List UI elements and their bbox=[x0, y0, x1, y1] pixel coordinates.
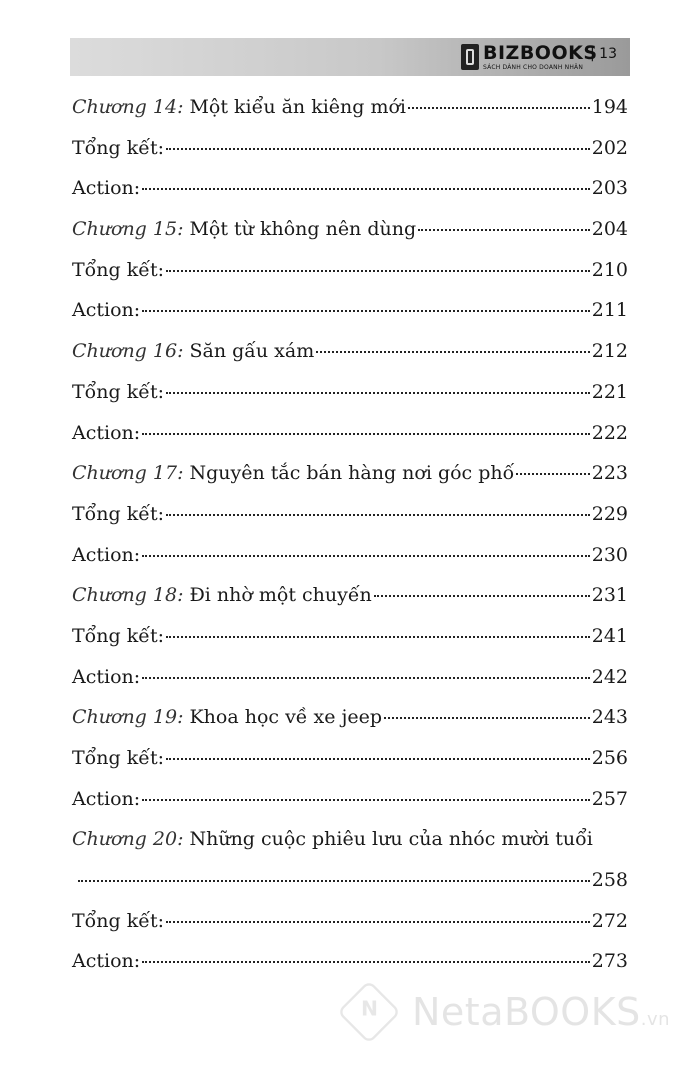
toc-entry-title: Action: bbox=[72, 543, 141, 566]
toc-sub-entry bbox=[72, 910, 628, 951]
toc-sub-entry bbox=[72, 666, 628, 707]
dot-leader bbox=[166, 270, 590, 272]
brand-name: BIZBOOKS bbox=[483, 41, 598, 64]
toc-entry-title: Những cuộc phiêu lưu của nhóc mười tuổi bbox=[189, 828, 593, 851]
toc-page-number: 223 bbox=[591, 462, 628, 485]
dot-leader bbox=[166, 148, 590, 150]
toc-entry-title: Tổng kết: bbox=[72, 380, 164, 403]
toc-page-number: 242 bbox=[591, 665, 628, 688]
toc-sub-entry bbox=[72, 177, 628, 218]
toc-chapter-entry bbox=[72, 218, 628, 259]
toc-entry-title: Action: bbox=[72, 421, 141, 444]
toc-sub-entry bbox=[72, 299, 628, 340]
dot-leader bbox=[384, 717, 590, 719]
dot-leader bbox=[142, 310, 590, 312]
dot-leader bbox=[418, 229, 590, 231]
toc-page-number: 210 bbox=[591, 258, 628, 281]
chapter-number: Chương 18: bbox=[72, 584, 184, 607]
toc-entry-title: Khoa học về xe jeep bbox=[189, 706, 383, 729]
dot-leader bbox=[166, 636, 590, 638]
netabooks-logo-icon bbox=[337, 980, 401, 1044]
toc-entry-title: Tổng kết: bbox=[72, 747, 164, 769]
dot-leader bbox=[374, 595, 590, 597]
toc-page-number: 211 bbox=[591, 299, 628, 322]
toc-entry-continuation bbox=[72, 869, 628, 910]
toc-entry-title: Săn gấu xám bbox=[189, 340, 315, 363]
dot-leader bbox=[166, 921, 590, 923]
toc-entry-title: Tổng kết: bbox=[72, 909, 164, 932]
chapter-number: Chương 15: bbox=[72, 218, 184, 241]
toc-sub-entry bbox=[72, 544, 628, 585]
toc-chapter-entry bbox=[72, 706, 628, 747]
toc-page-number: 221 bbox=[591, 380, 628, 403]
toc-page-number: 241 bbox=[591, 624, 628, 647]
toc-page-number: 212 bbox=[591, 340, 628, 363]
dot-leader bbox=[142, 799, 590, 801]
toc-page-number: 231 bbox=[591, 584, 628, 607]
dot-leader bbox=[166, 758, 590, 760]
toc-entry-title: Nguyên tắc bán hàng nơi góc phố bbox=[189, 462, 515, 485]
toc-sub-entry bbox=[72, 788, 628, 829]
toc-page-number: 202 bbox=[591, 136, 628, 159]
toc-chapter-entry bbox=[72, 828, 628, 869]
toc-entry-title: Action: bbox=[72, 665, 141, 688]
toc-page-number: 204 bbox=[591, 218, 628, 241]
dot-leader bbox=[78, 880, 590, 882]
toc-entry-title: Action: bbox=[72, 177, 141, 200]
toc-entry-title: Action: bbox=[72, 950, 141, 973]
dot-leader bbox=[516, 473, 589, 475]
dot-leader bbox=[316, 351, 590, 353]
toc-page-number: 194 bbox=[591, 96, 628, 118]
chapter-number: Chương 17: bbox=[72, 462, 184, 485]
toc-sub-entry bbox=[72, 503, 628, 544]
dot-leader bbox=[142, 188, 590, 190]
toc-page-number: 257 bbox=[591, 787, 628, 810]
toc-entry-title: Action: bbox=[72, 787, 141, 810]
dot-leader bbox=[142, 433, 590, 435]
toc-sub-entry bbox=[72, 747, 628, 788]
dot-leader bbox=[166, 514, 590, 516]
toc-entry-title: Đi nhờ một chuyến bbox=[189, 584, 372, 607]
dot-leader bbox=[408, 107, 590, 109]
bizbooks-logo bbox=[461, 40, 598, 74]
toc-entry-title: Tổng kết: bbox=[72, 624, 164, 647]
toc-sub-entry bbox=[72, 259, 628, 300]
toc-sub-entry bbox=[72, 381, 628, 422]
netabooks-watermark bbox=[340, 978, 680, 1046]
chapter-number: Chương 14: bbox=[72, 96, 184, 118]
dot-leader bbox=[142, 961, 590, 963]
toc-page-number: 273 bbox=[591, 950, 628, 973]
toc-chapter-entry bbox=[72, 584, 628, 625]
watermark-text: NetaBOOKS.vn bbox=[412, 990, 671, 1034]
bizbooks-logo-icon bbox=[461, 44, 479, 70]
dot-leader bbox=[142, 555, 590, 557]
table-of-contents bbox=[72, 96, 628, 991]
toc-page-number: 243 bbox=[591, 706, 628, 729]
toc-page-number: 272 bbox=[591, 909, 628, 932]
dot-leader bbox=[142, 677, 590, 679]
toc-sub-entry bbox=[72, 625, 628, 666]
brand-tagline: SÁCH DÀNH CHO DOANH NHÂN bbox=[483, 63, 584, 71]
toc-page-number: 258 bbox=[591, 869, 628, 892]
toc-sub-entry bbox=[72, 422, 628, 463]
toc-entry-title: Một kiểu ăn kiêng mới bbox=[189, 96, 407, 118]
toc-entry-title: Tổng kết: bbox=[72, 502, 164, 525]
toc-entry-title: Action: bbox=[72, 299, 141, 322]
toc-entry-title: Một từ không nên dùng bbox=[189, 218, 417, 241]
toc-page-number: 230 bbox=[591, 543, 628, 566]
chapter-number: Chương 20: bbox=[72, 828, 184, 851]
toc-sub-entry bbox=[72, 137, 628, 178]
dot-leader bbox=[166, 392, 590, 394]
toc-entry-title: Tổng kết: bbox=[72, 258, 164, 281]
toc-page-number: 256 bbox=[591, 747, 628, 769]
page-number: | 13 bbox=[590, 46, 617, 62]
toc-page-number: 203 bbox=[591, 177, 628, 200]
toc-page-number: 229 bbox=[591, 502, 628, 525]
toc-page-number: 222 bbox=[591, 421, 628, 444]
toc-chapter-entry bbox=[72, 96, 628, 137]
toc-entry-title: Tổng kết: bbox=[72, 136, 164, 159]
toc-chapter-entry bbox=[72, 340, 628, 381]
chapter-number: Chương 19: bbox=[72, 706, 184, 729]
toc-chapter-entry bbox=[72, 462, 628, 503]
chapter-number: Chương 16: bbox=[72, 340, 184, 363]
